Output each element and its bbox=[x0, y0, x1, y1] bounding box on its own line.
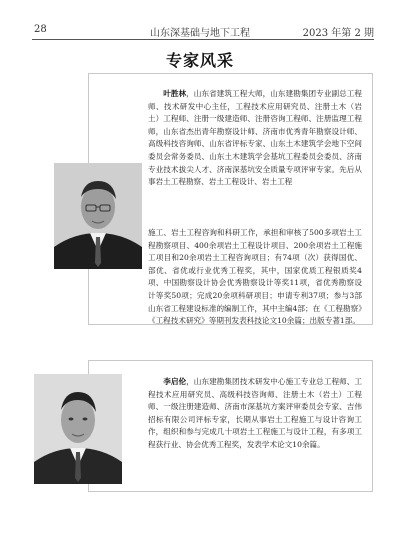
expert-bio-li-text: 山东建勘集团技术研发中心施工专业总工程师、工程技术应用研究员、高级科技咨询师、注册土木（岩土）工程师、一级注册建造师、济南市深基坑方案评审委员会专家、吉伟招标有限公司评标专家，长期从事岩土工程施工与设计咨询工作，组织和参与完成几十项岩土工程施工与设计工程，有多项工程获行业、协会优秀工程奖，发表学术论文10余篇。 bbox=[148, 377, 363, 449]
expert-name-li: 李启伦 bbox=[163, 377, 187, 386]
expert-bio-li: 李启伦，山东建勘集团技术研发中心施工专业总工程师、工程技术应用研究员、高级科技咨询师、注册土木（岩土）工程师、一级注册建造师、济南市深基坑方案评审委员会专家、吉伟招标有限公司评标专家，长期从事岩土工程施工与设计咨询工作，组织和参与完成几十项岩土工程施工与设计工程，有多项工程获行业、协会优秀工程奖，发表学术论文10余篇。 bbox=[148, 377, 363, 449]
expert-bio-ye-lower: 施工、岩土工程咨询和科研工作，承担和审核了500多项岩土工程勘察项目、400余项岩土工程设计项目、200余项岩土工程施工项目和20余项岩土工程咨询项目；有74项（次）获得国优、部优、省优或行业优秀工程奖，其中，国家优质工程银质奖4项、中国勘察设计协会优秀勘察设计等奖11项，省优秀勘察设计等奖50项；完成20余项科研项目；申请专利37项；参与3部山东省工程建设标准的编制工作，其中主编4部；在《工程勘察》《工程技术研究》等期刊发表科技论文10余篇；出版专著1部。 bbox=[148, 228, 362, 326]
header-rule bbox=[32, 39, 374, 40]
page-number: 28 bbox=[34, 24, 47, 35]
issue-label: 2023 年第 2 期 bbox=[302, 28, 374, 39]
expert-photo-li bbox=[34, 374, 122, 484]
expert-bio-ye-upper: 叶胜林，山东省建筑工程大师，山东建勘集团专业副总工程师、技术研发中心主任，工程技术应用研究员、注册土木（岩土）工程师、注册一级建造师、注册咨询工程师、注册监理工程师，山东省杰出青年勘察设计师、济南市优秀青年勘察设计师、高级科技咨询师、山东省评标专家、山东土木建筑学会地下空间委员会常务委员、山东土木建筑学会基坑工程委员会委员、济南专业技术拔尖人才、济南深基坑安全质量专项评审专家。先后从事岩土工程勘察、岩土工程设计、岩土工程 bbox=[148, 89, 363, 187]
expert-photo-ye bbox=[54, 163, 142, 269]
expert-bio-ye-upper-text: 山东省建筑工程大师，山东建勘集团专业副总工程师、技术研发中心主任，工程技术应用研究员、注册土木（岩土）工程师、注册一级建造师、注册咨询工程师、注册监理工程师，山东省杰出青年勘察设计师、济南市优秀青年勘察设计师、高级科技咨询师、山东省评标专家、山东土木建筑学会地下空间委员会常务委员、山东土木建筑学会基坑工程委员会委员、济南专业技术拔尖人才、济南深基坑安全质量专项评审专家。先后从事岩土工程勘察、岩土工程设计、岩土工程 bbox=[148, 89, 363, 187]
page-header bbox=[0, 0, 400, 44]
portrait-icon bbox=[34, 374, 122, 484]
expert-name-ye: 叶胜林 bbox=[163, 89, 187, 98]
journal-title: 山东深基础与地下工程 bbox=[150, 28, 250, 39]
portrait-icon bbox=[54, 163, 142, 269]
section-title: 专家风采 bbox=[165, 51, 234, 70]
